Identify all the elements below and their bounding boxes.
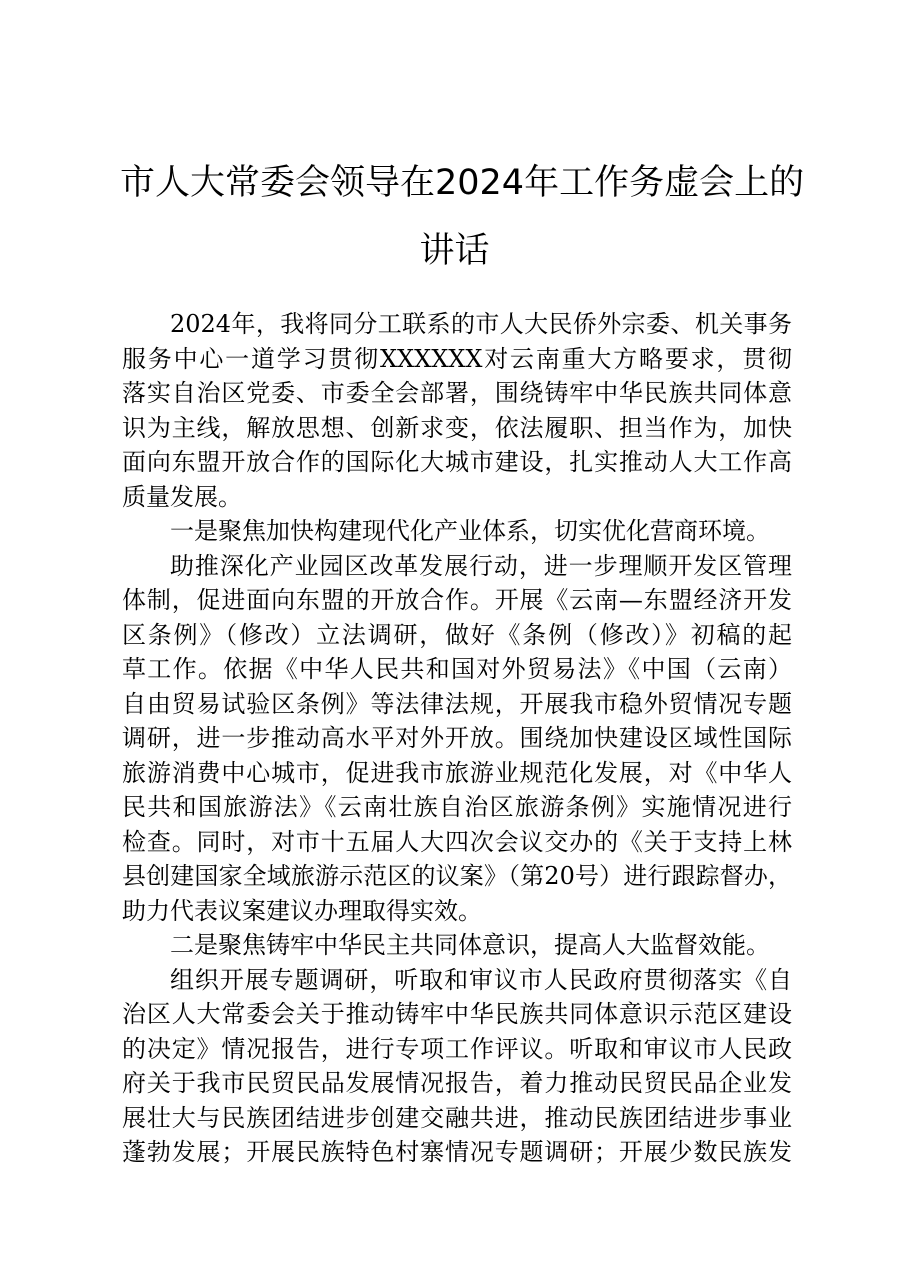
body-line: 旅游消费中心城市，促进我市旅游业规范化发展，对《中华人 <box>122 758 792 787</box>
body-line: 蓬勃发展；开展民族特色村寨情况专题调研；开展少数民族发 <box>122 1138 792 1166</box>
body-line: 助力代表议案建议办理取得实效。 <box>122 896 482 925</box>
document-title-line-2: 讲话 <box>419 231 490 271</box>
body-line: 检查。同时，对市十五届人大四次会议交办的《关于支持上林 <box>122 827 792 856</box>
document-body <box>122 307 792 1170</box>
body-line: 治区人大常委会关于推动铸牢中华民族共同体意识示范区建设 <box>122 1000 792 1028</box>
body-line: 面向东盟开放合作的国际化大城市建设，扎实推动人大工作高 <box>122 448 792 476</box>
body-line: 落实自治区党委、市委全会部署，围绕铸牢中华民族共同体意 <box>122 379 792 407</box>
body-line: 民共和国旅游法》《云南壮族自治区旅游条例》实施情况进行 <box>122 793 792 821</box>
body-line: 展壮大与民族团结进步创建交融共进，推动民族团结进步事业 <box>122 1103 792 1132</box>
body-line: 区条例》（修改）立法调研，做好《条例（修改）》初稿的起 <box>122 620 792 649</box>
body-line: 调研，进一步推动高水平对外开放。围绕加快建设区域性国际 <box>122 724 792 752</box>
body-line: 体制，促进面向东盟的开放合作。开展《云南—东盟经济开发 <box>122 586 792 614</box>
body-line: 服务中心一道学习贯彻XXXXXX对云南重大方略要求，贯彻 <box>122 344 792 373</box>
body-line: 自由贸易试验区条例》等法律法规，开展我市稳外贸情况专题 <box>122 689 792 718</box>
body-line: 识为主线，解放思想、创新求变，依法履职、担当作为，加快 <box>122 413 792 442</box>
body-line: 草工作。依据《中华人民共和国对外贸易法》《中国（云南） <box>122 655 792 683</box>
body-line: 二是聚焦铸牢中华民主共同体意识，提高人大监督效能。 <box>170 931 770 959</box>
body-line: 组织开展专题调研，听取和审议市人民政府贯彻落实《自 <box>170 965 792 994</box>
body-line: 一是聚焦加快构建现代化产业体系，切实优化营商环境。 <box>170 517 770 545</box>
body-line: 助推深化产业园区改革发展行动，进一步理顺开发区管理 <box>170 551 792 580</box>
body-line: 质量发展。 <box>122 482 242 511</box>
document-title-line-1: 市人大常委会领导在2024年工作务虚会上的 <box>120 163 805 203</box>
body-line: 府关于我市民贸民品发展情况报告，着力推动民贸民品企业发 <box>122 1069 792 1097</box>
body-line: 的决定》情况报告，进行专项工作评议。听取和审议市人民政 <box>122 1034 792 1063</box>
body-line: 县创建国家全域旅游示范区的议案》（第20号）进行跟踪督办， <box>122 862 792 890</box>
body-line: 2024年，我将同分工联系的市人大民侨外宗委、机关事务 <box>170 310 792 338</box>
